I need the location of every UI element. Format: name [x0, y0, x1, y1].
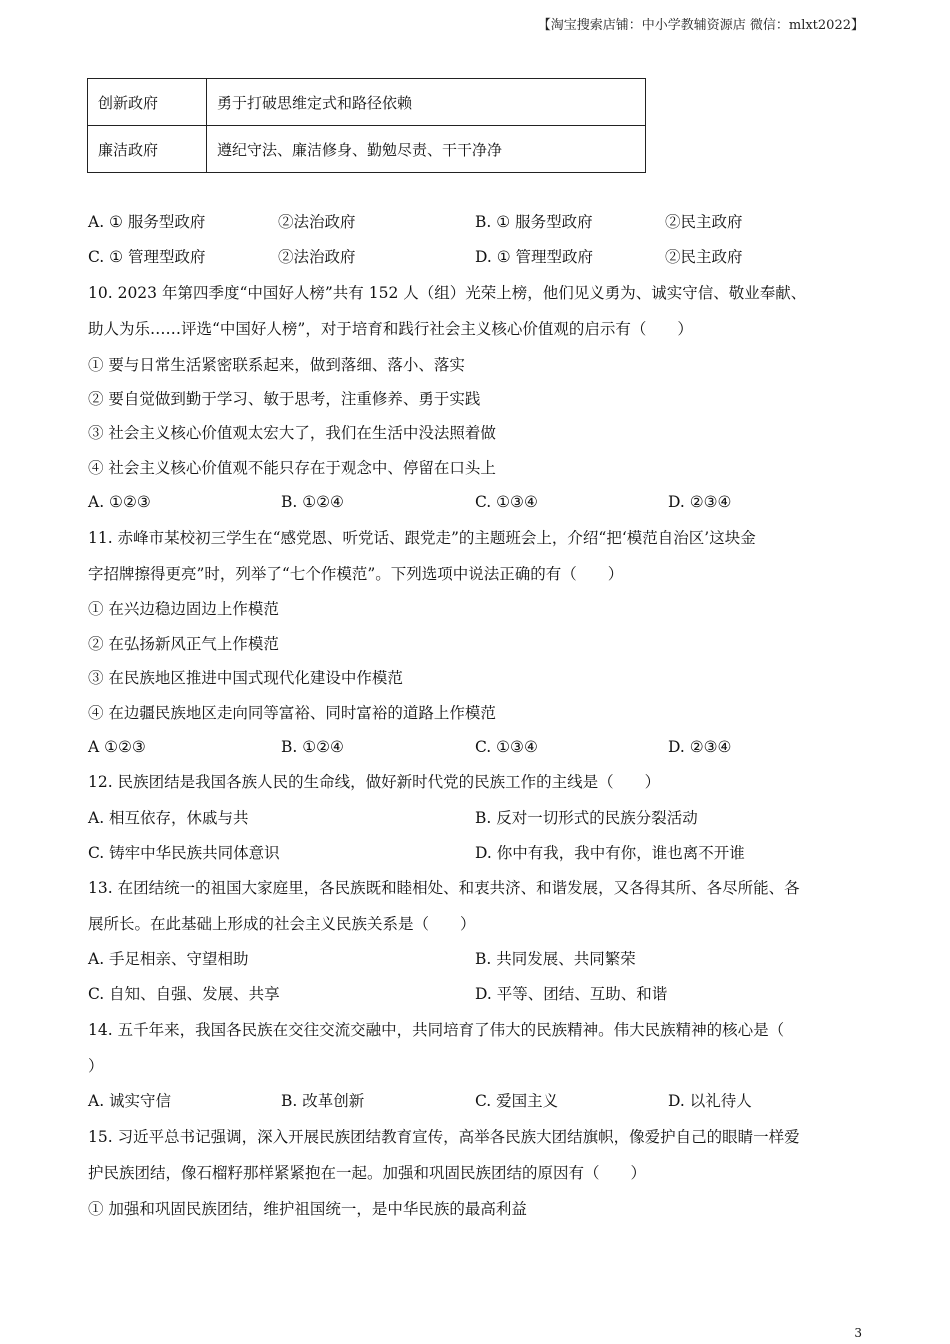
q13-option-a: A. 手足相亲、守望相助	[88, 950, 249, 968]
table-cell-name: 廉洁政府	[88, 126, 207, 173]
table-cell-desc: 遵纪守法、廉洁修身、勤勉尽责、干干净净	[207, 126, 646, 173]
q13-option-d: D. 平等、团结、互助、和谐	[475, 985, 668, 1003]
table-cell-desc: 勇于打破思维定式和路径依赖	[207, 79, 646, 126]
government-type-table	[87, 78, 646, 173]
q9-option-a-1: A. ① 服务型政府	[88, 213, 206, 231]
q9-option-d-2: ②民主政府	[665, 248, 743, 266]
q9-option-c-2: ②法治政府	[278, 248, 356, 266]
q11-option-b: B. ①②④	[281, 738, 344, 756]
q10-option-a: A. ①②③	[88, 493, 151, 511]
q11-stem-line-2: 字招牌擦得更亮”时，列举了“七个作模范”。下列选项中说法正确的有（ ）	[88, 565, 624, 583]
q10-item-4: ④ 社会主义核心价值观不能只存在于观念中、停留在口头上	[88, 459, 496, 477]
q12-stem: 12. 民族团结是我国各族人民的生命线，做好新时代党的民族工作的主线是（ ）	[88, 773, 661, 791]
q11-item-4: ④ 在边疆民族地区走向同等富裕、同时富裕的道路上作模范	[88, 704, 496, 722]
table-row	[88, 126, 646, 173]
q14-stem-line-2: ）	[88, 1057, 104, 1075]
q12-option-b: B. 反对一切形式的民族分裂活动	[475, 809, 698, 827]
q11-option-d: D. ②③④	[668, 738, 732, 756]
q12-option-a: A. 相互依存，休戚与共	[88, 809, 249, 827]
q11-stem-line-1: 11. 赤峰市某校初三学生在“感党恩、听党话、跟党走”的主题班会上，介绍“把‘模范自治区’这块金	[88, 529, 756, 547]
q13-option-c: C. 自知、自强、发展、共享	[88, 985, 280, 1003]
q10-option-b: B. ①②④	[281, 493, 344, 511]
q9-option-a-2: ②法治政府	[278, 213, 356, 231]
q9-option-c-1: C. ① 管理型政府	[88, 248, 206, 266]
q10-item-1: ① 要与日常生活紧密联系起来，做到落细、落小、落实	[88, 356, 465, 374]
page-header: 【淘宝搜索店铺：中小学教辅资源店 微信：mlxt2022】	[537, 18, 864, 33]
q9-option-b-1: B. ① 服务型政府	[475, 213, 593, 231]
q14-option-c: C. 爱国主义	[475, 1092, 559, 1110]
page-number: 3	[854, 1326, 862, 1340]
q12-option-d: D. 你中有我，我中有你，谁也离不开谁	[475, 844, 745, 862]
q14-option-d: D. 以礼待人	[668, 1092, 752, 1110]
q10-stem-line-2: 助人为乐……评选“中国好人榜”，对于培育和践行社会主义核心价值观的启示有（ ）	[88, 320, 693, 338]
q14-option-b: B. 改革创新	[281, 1092, 365, 1110]
q11-item-3: ③ 在民族地区推进中国式现代化建设中作模范	[88, 669, 403, 687]
q10-item-2: ② 要自觉做到勤于学习、敏于思考，注重修养、勇于实践	[88, 390, 481, 408]
q13-option-b: B. 共同发展、共同繁荣	[475, 950, 636, 968]
q15-stem-line-2: 护民族团结，像石榴籽那样紧紧抱在一起。加强和巩固民族团结的原因有（ ）	[88, 1164, 647, 1182]
q10-option-d: D. ②③④	[668, 493, 732, 511]
q13-stem-line-2: 展所长。在此基础上形成的社会主义民族关系是（ ）	[88, 915, 476, 933]
table-row	[88, 79, 646, 126]
q13-stem-line-1: 13. 在团结统一的祖国大家庭里，各民族既和睦相处、和衷共济、和谐发展，又各得其所、各尽所能、各	[88, 879, 800, 897]
q9-option-d-1: D. ① 管理型政府	[475, 248, 594, 266]
table-cell-name: 创新政府	[88, 79, 207, 126]
q15-stem-line-1: 15. 习近平总书记强调，深入开展民族团结教育宣传，高举各民族大团结旗帜，像爱护自己的眼睛一样爱	[88, 1128, 800, 1146]
q10-item-3: ③ 社会主义核心价值观太宏大了，我们在生活中没法照着做	[88, 424, 496, 442]
q11-option-a: A ①②③	[88, 738, 146, 756]
q10-option-c: C. ①③④	[475, 493, 538, 511]
q15-item-1: ① 加强和巩固民族团结，维护祖国统一，是中华民族的最高利益	[88, 1200, 527, 1218]
q12-option-c: C. 铸牢中华民族共同体意识	[88, 844, 280, 862]
q11-option-c: C. ①③④	[475, 738, 538, 756]
q10-stem-line-1: 10. 2023 年第四季度“中国好人榜”共有 152 人（组）光荣上榜，他们见义勇为、诚实守信、敬业奉献、	[88, 284, 807, 302]
q9-option-b-2: ②民主政府	[665, 213, 743, 231]
q14-stem-line-1: 14. 五千年来，我国各民族在交往交流交融中，共同培育了伟大的民族精神。伟大民族精神的核心是（	[88, 1021, 785, 1039]
q11-item-2: ② 在弘扬新风正气上作模范	[88, 635, 279, 653]
q11-item-1: ① 在兴边稳边固边上作模范	[88, 600, 279, 618]
q14-option-a: A. 诚实守信	[88, 1092, 172, 1110]
